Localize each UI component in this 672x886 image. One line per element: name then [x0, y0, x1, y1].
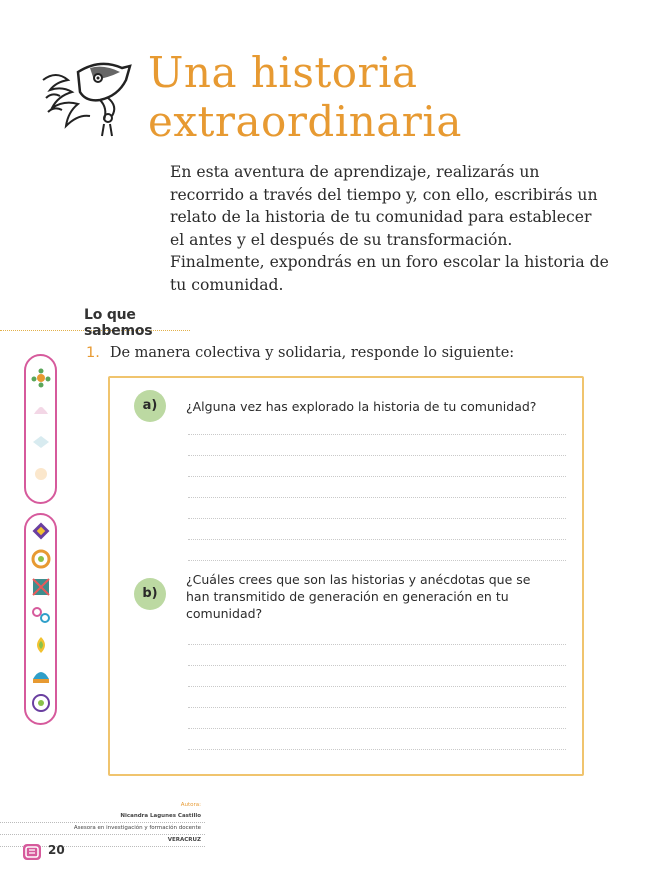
author-label: Autora:: [180, 802, 201, 808]
title-line-2: extraordinaria: [148, 97, 462, 146]
side-glyph-icon: [31, 400, 51, 420]
item-a-prompt: ¿Alguna vez has explorado la historia de tu comunidad?: [186, 399, 537, 414]
author-state: VERACRUZ: [0, 835, 205, 847]
author-role: Asesora en investigación y formación docente: [0, 823, 205, 835]
question-text: De manera colectiva y solidaria, responde lo siguiente:: [109, 345, 515, 361]
side-decoration-top: [24, 354, 57, 504]
side-glyph-icon: [31, 432, 51, 452]
side-glyph-icon: [31, 464, 51, 484]
side-decoration-bottom: [24, 513, 57, 725]
side-glyph-icon: [31, 368, 51, 388]
side-glyph-icon: [31, 665, 51, 685]
author-name: Nicandra Lagunes Castillo: [0, 811, 205, 823]
side-glyph-icon: [31, 549, 51, 569]
page-glyph-icon: [22, 842, 42, 862]
page-title: [148, 48, 462, 146]
item-b-prompt: ¿Cuáles crees que son las historias y anécdotas que se han transmitido de generación en generación en tu comunidad?: [186, 572, 531, 621]
side-glyph-icon: [31, 635, 51, 655]
title-line-1: Una historia: [148, 48, 418, 97]
intro-paragraph: En esta aventura de aprendizaje, realizarás un recorrido a través del tiempo y, con ello, escribirás un relato de la historia de tu comunidad para establecer el antes y el después de su transformación. Finalmente, expondrás en un foro escolar la historia de tu comunidad.: [170, 163, 609, 294]
side-glyph-icon: [31, 605, 51, 625]
side-glyph-icon: [31, 521, 51, 541]
section-title: Lo que sabemos: [84, 307, 153, 339]
item-b-answer-lines[interactable]: [188, 644, 566, 770]
side-glyph-icon: [31, 693, 51, 713]
item-b-badge: b): [134, 578, 166, 610]
side-glyph-icon: [31, 577, 51, 597]
item-a-badge: a): [134, 390, 166, 422]
question-number: 1.: [86, 345, 100, 361]
answer-box: [108, 376, 584, 776]
feathered-serpent-icon: [38, 50, 138, 142]
page-number: 20: [48, 843, 65, 857]
item-a-answer-lines[interactable]: [188, 434, 566, 581]
section-header: [0, 304, 190, 339]
question-1: [86, 345, 514, 361]
author-credit: [0, 800, 205, 847]
